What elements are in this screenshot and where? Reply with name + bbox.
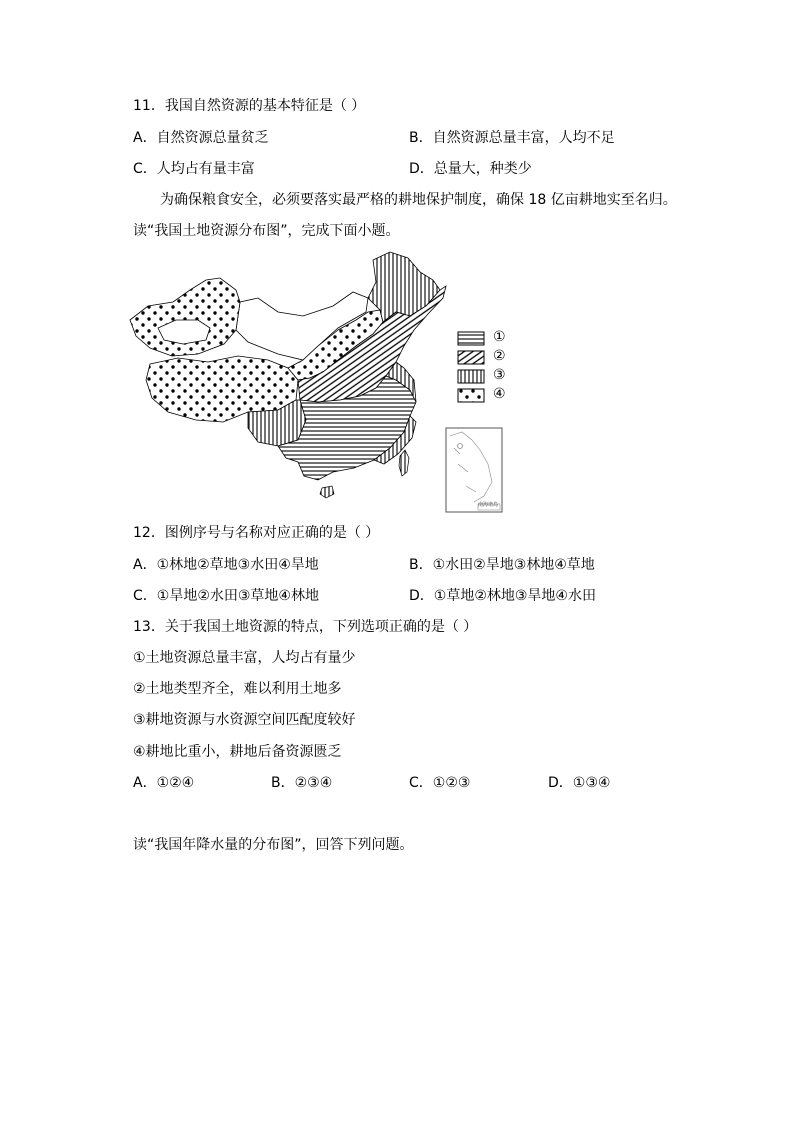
legend-label-1: ① [493, 329, 506, 345]
q13-option-a: A．①②④ [133, 775, 195, 791]
legend-label-3: ③ [493, 367, 506, 383]
land-resource-map [128, 250, 518, 515]
q13-stem: 13．关于我国土地资源的特点，下列选项正确的是（ ） [133, 619, 478, 635]
q11-option-b: B．自然资源总量丰富，人均不足 [409, 130, 615, 146]
q13-statement-1: ①土地资源总量丰富，人均占有量少 [133, 650, 356, 666]
china-land-map-graphic [128, 250, 518, 515]
q12-option-d: D．①草地②林地③旱地④水田 [409, 588, 596, 604]
q11-option-a: A．自然资源总量贫乏 [133, 130, 269, 146]
q12-option-b: B．①水田②旱地③林地④草地 [409, 557, 595, 573]
q13-statement-3: ③耕地资源与水资源空间匹配度较好 [133, 712, 356, 728]
q12-option-c: C．①旱地②水田③草地④林地 [133, 588, 319, 604]
q13-statement-2: ②土地类型齐全，难以利用土地多 [133, 681, 342, 697]
q13-option-d: D．①③④ [548, 775, 611, 791]
next-section-intro: 读“我国年降水量的分布图”，回答下列问题。 [133, 837, 414, 853]
intro-line-1: 为确保粮食安全，必须要落实最严格的耕地保护制度，确保 18 亿亩耕地实至名归。 [160, 192, 677, 208]
q11-option-d: D．总量大，种类少 [409, 161, 532, 177]
q13-statement-4: ④耕地比重小，耕地后备资源匮乏 [133, 744, 342, 760]
q11-stem: 11．我国自然资源的基本特征是（ ） [133, 98, 366, 114]
q12-stem: 12．图例序号与名称对应正确的是（ ） [133, 525, 380, 541]
q11-option-c: C．人均占有量丰富 [133, 161, 255, 177]
legend-label-4: ④ [493, 386, 506, 402]
q13-option-c: C．①②③ [409, 775, 471, 791]
intro-line-2: 读“我国土地资源分布图”，完成下面小题。 [133, 223, 400, 239]
q13-option-b: B．②③④ [271, 775, 333, 791]
legend-label-2: ② [493, 348, 506, 364]
q12-option-a: A．①林地②草地③水田④旱地 [133, 557, 319, 573]
map-legend [458, 332, 484, 402]
inset-label: 南海诸岛 [478, 502, 499, 508]
south-china-sea-inset [446, 428, 502, 512]
